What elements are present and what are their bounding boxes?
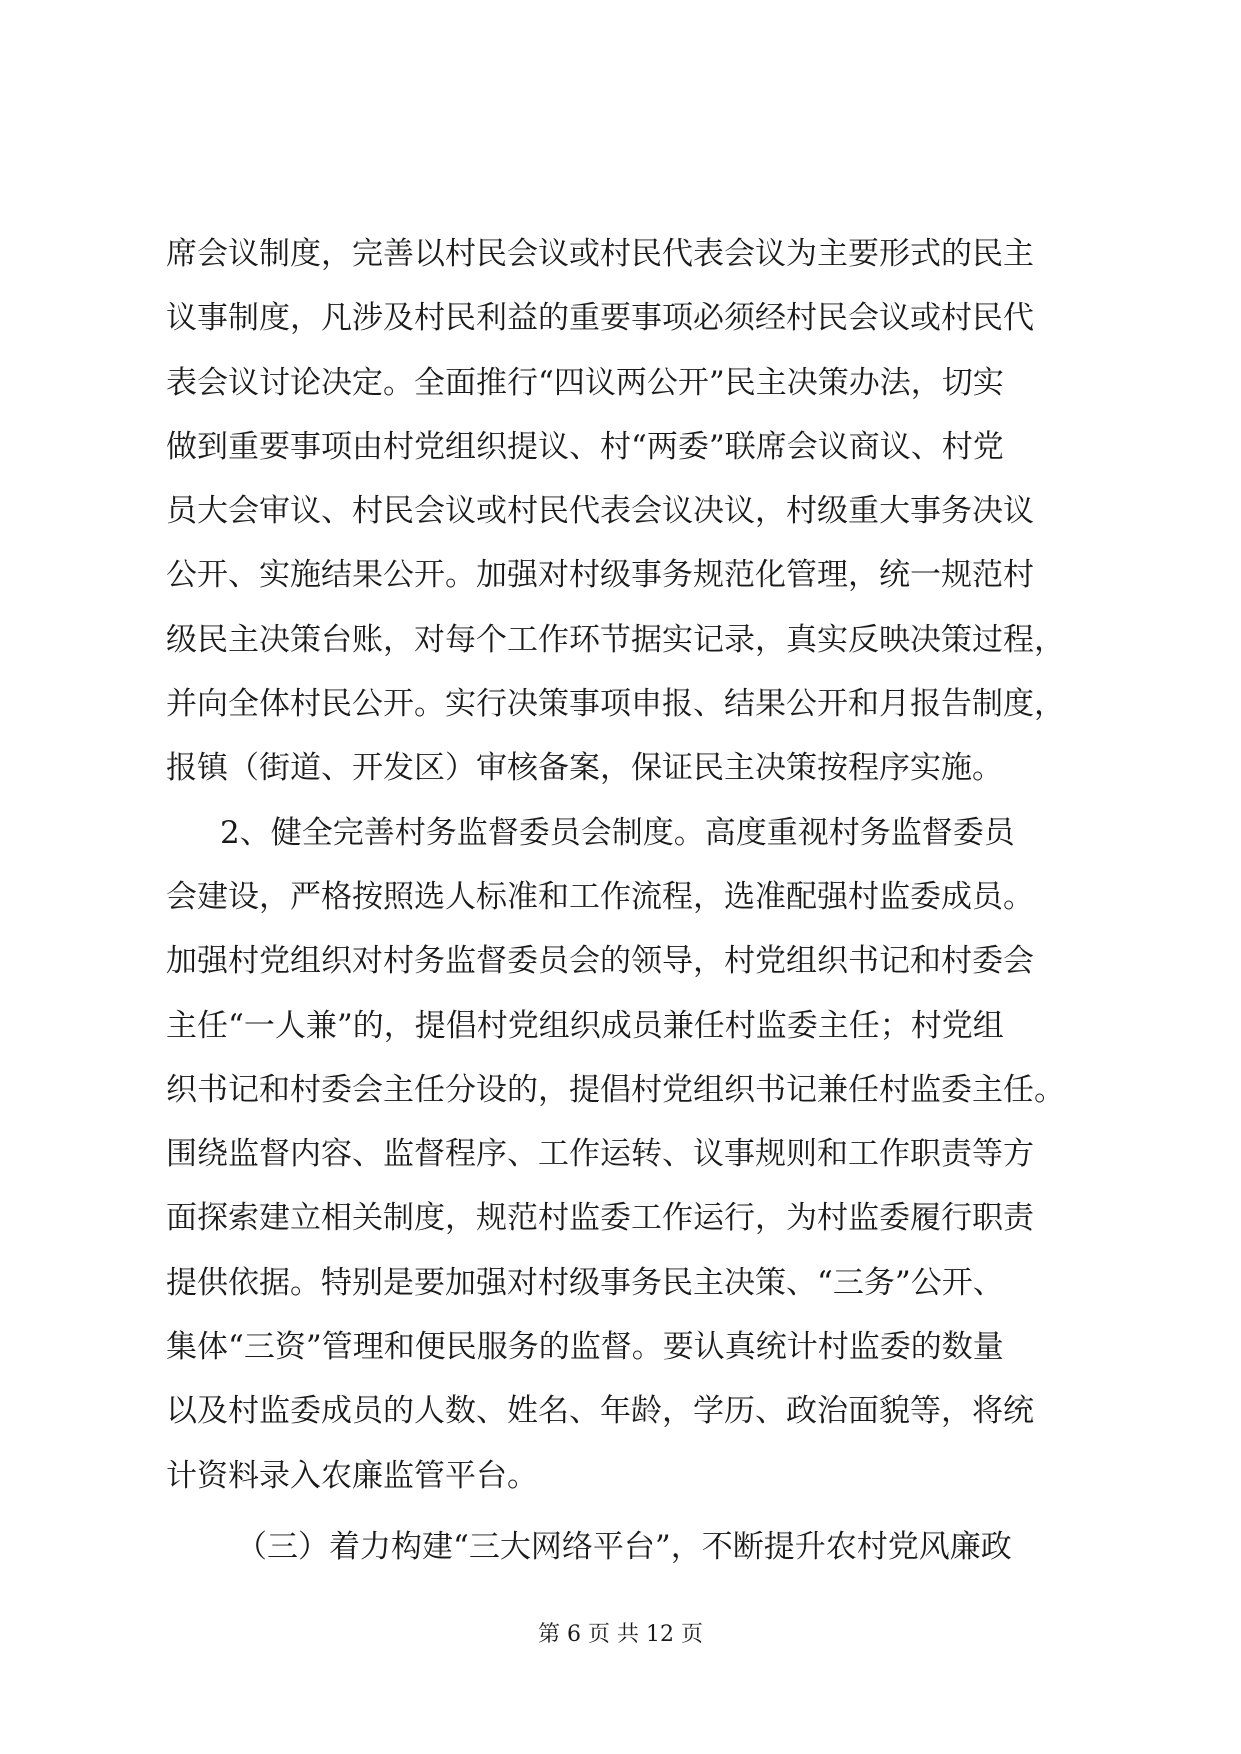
text-line: 表会议讨论决定。全面推行“四议两公开”民主决策办法，切实	[166, 364, 1004, 401]
text-line: 2、健全完善村务监督委员会制度。高度重视村务监督委员	[220, 814, 1015, 851]
text-line: 以及村监委成员的人数、姓名、年龄，学历、政治面貌等，将统	[166, 1393, 1034, 1430]
page-number-footer: 第 6 页 共 12 页	[538, 1622, 703, 1647]
paragraph-1	[166, 222, 1086, 801]
text-line: 席会议制度，完善以村民会议或村民代表会议为主要形式的民主	[166, 236, 1034, 272]
section-heading-line: （三）着力构建“三大网络平台”，不断提升农村党风廉政	[236, 1528, 1012, 1565]
text-line: 面探索建立相关制度，规范村监委工作运行，为村监委履行职责	[166, 1200, 1034, 1237]
text-line: 加强村党组织对村务监督委员会的领导，村党组织书记和村委会	[166, 943, 1034, 980]
text-line: 织书记和村委会主任分设的，提倡村党组织书记兼任村监委主任。	[166, 1071, 1065, 1108]
text-line: 员大会审议、村民会议或村民代表会议决议，村级重大事务决议	[166, 493, 1034, 530]
text-line: 做到重要事项由村党组织提议、村“两委”联席会议商议、村党	[166, 428, 1004, 465]
document-body	[166, 222, 1086, 1579]
paragraph-3	[166, 1515, 1086, 1579]
text-line: 并向全体村民公开。实行决策事项申报、结果公开和月报告制度，	[166, 686, 1065, 723]
text-line: 级民主决策台账，对每个工作环节据实记录，真实反映决策过程，	[166, 621, 1065, 658]
text-line: 提供依据。特别是要加强对村级事务民主决策、“三务”公开、	[166, 1264, 1004, 1301]
text-line: 围绕监督内容、监督程序、工作运转、议事规则和工作职责等方	[166, 1136, 1034, 1173]
text-line: 集体“三资”管理和便民服务的监督。要认真统计村监委的数量	[166, 1329, 1004, 1366]
text-line: 公开、实施结果公开。加强对村级事务规范化管理，统一规范村	[166, 557, 1034, 594]
text-line: 议事制度，凡涉及村民利益的重要事项必须经村民会议或村民代	[166, 300, 1034, 337]
text-line: 主任“一人兼”的，提倡村党组织成员兼任村监委主任；村党组	[166, 1007, 1004, 1044]
text-line: 会建设，严格按照选人标准和工作流程，选准配强村监委成员。	[166, 878, 1034, 915]
text-line: 报镇（街道、开发区）审核备案，保证民主决策按程序实施。	[166, 750, 1003, 787]
text-line: 计资料录入农廉监管平台。	[166, 1457, 538, 1494]
paragraph-2	[166, 801, 1086, 1508]
